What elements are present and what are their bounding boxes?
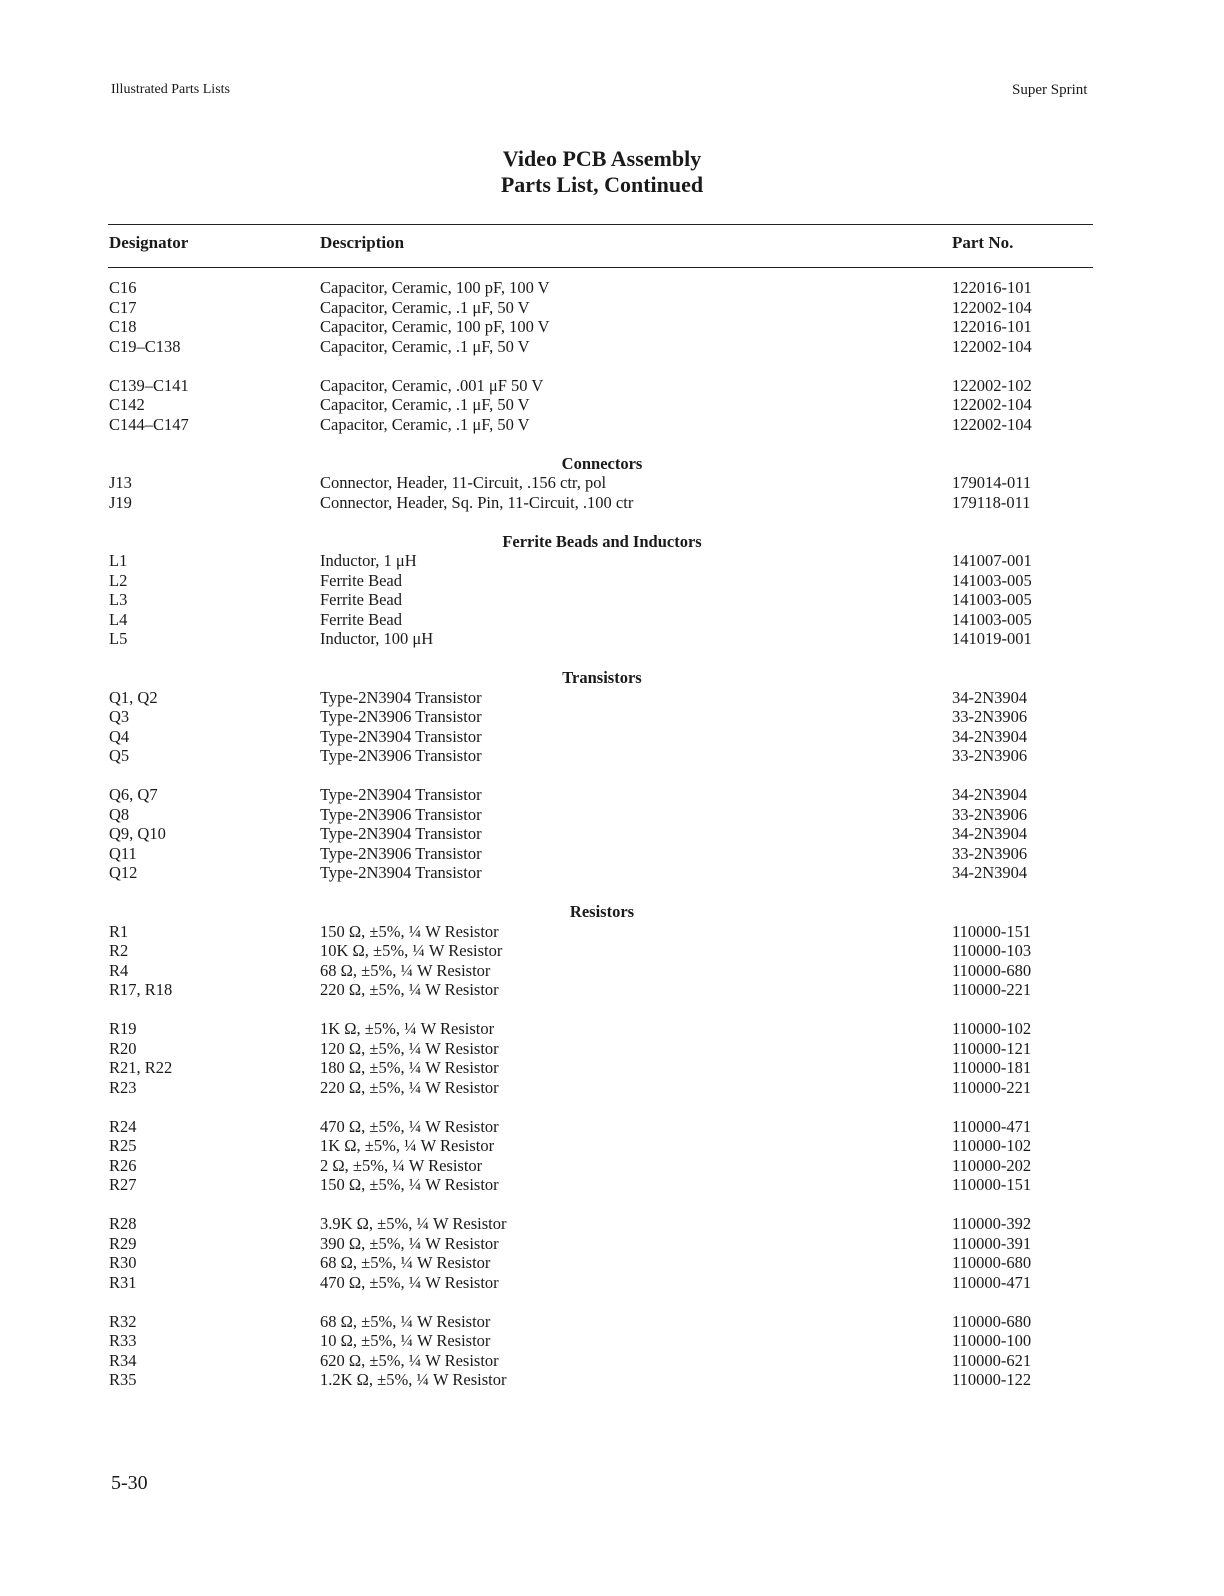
designator-cell: Q12	[109, 863, 138, 882]
designator-cell: R27	[109, 1175, 137, 1194]
designator-cell: R32	[109, 1311, 137, 1331]
table-row	[0, 805, 1224, 825]
designator-cell: R4	[109, 960, 129, 980]
part-number-cell: 110000-621	[952, 1350, 1032, 1370]
part-number-cell: 110000-680	[952, 1253, 1032, 1272]
designator-cell: C144–C147	[109, 414, 189, 434]
table-row	[0, 1175, 1224, 1195]
part-number-cell: 110000-221	[952, 980, 1032, 999]
part-number-cell: 33-2N3906	[952, 707, 1028, 726]
designator-cell: R28	[109, 1214, 137, 1233]
description-cell: Connector, Header, Sq. Pin, 11-Circuit, .100 ctr	[320, 492, 634, 512]
part-number-cell: 34-2N3904	[952, 785, 1028, 804]
table-row	[0, 493, 1224, 513]
part-number-cell: 122002-102	[952, 375, 1032, 395]
row-spacer	[0, 1195, 1224, 1215]
table-row	[0, 1351, 1224, 1371]
title-line-2: Parts List, Continued	[500, 172, 704, 197]
part-number-cell: 33-2N3906	[952, 804, 1028, 824]
table-row	[0, 727, 1224, 747]
description-cell: Ferrite Bead	[320, 570, 403, 590]
part-number-cell: 141003-005	[952, 570, 1032, 590]
table-row	[0, 610, 1224, 630]
part-number-cell: 110000-471	[952, 1116, 1032, 1136]
part-number-cell: 33-2N3906	[952, 843, 1028, 863]
table-row	[0, 922, 1224, 942]
part-number-cell: 110000-221	[952, 1077, 1032, 1097]
designator-cell: C142	[109, 395, 145, 414]
table-row	[0, 590, 1224, 610]
table-row	[0, 1019, 1224, 1039]
part-number-cell: 179014-011	[952, 473, 1032, 492]
part-number-cell: 122002-104	[952, 336, 1032, 356]
table-row	[0, 1156, 1224, 1176]
part-number-cell: 110000-680	[952, 960, 1032, 980]
designator-cell: R1	[109, 921, 129, 941]
designator-cell: L5	[109, 629, 128, 648]
part-number-cell: 34-2N3904	[952, 726, 1028, 746]
description-cell: Capacitor, Ceramic, 100 pF, 100 V	[320, 317, 550, 336]
designator-cell: R23	[109, 1077, 137, 1097]
part-number-cell: 34-2N3904	[952, 824, 1028, 843]
table-row	[0, 785, 1224, 805]
designator-cell: R2	[109, 941, 129, 960]
designator-cell: Q3	[109, 707, 130, 726]
table-row	[0, 278, 1224, 298]
designator-cell: R30	[109, 1253, 137, 1272]
column-header-description: Description	[320, 233, 405, 252]
running-header-right: Super Sprint	[1012, 82, 1088, 98]
designator-cell: R17, R18	[109, 980, 173, 999]
table-row	[0, 746, 1224, 766]
table-row	[0, 1312, 1224, 1332]
table-row	[0, 298, 1224, 318]
designator-cell: C16	[109, 278, 137, 297]
description-cell: Connector, Header, 11-Circuit, .156 ctr, pol	[320, 473, 607, 492]
designator-cell: R20	[109, 1038, 137, 1058]
description-cell: 620 Ω, ±5%, ¼ W Resistor	[320, 1350, 499, 1370]
description-cell: Type-2N3906 Transistor	[320, 804, 482, 824]
description-cell: 3.9K Ω, ±5%, ¼ W Resistor	[320, 1214, 507, 1233]
part-number-cell: 179118-011	[952, 492, 1031, 512]
table-row	[0, 961, 1224, 981]
table-row	[0, 824, 1224, 844]
description-cell: 470 Ω, ±5%, ¼ W Resistor	[320, 1116, 499, 1136]
part-number-cell: 141019-001	[952, 629, 1032, 648]
description-cell: 68 Ω, ±5%, ¼ W Resistor	[320, 960, 491, 980]
description-cell: 470 Ω, ±5%, ¼ W Resistor	[320, 1272, 499, 1292]
row-spacer	[0, 766, 1224, 786]
table-row	[0, 1214, 1224, 1234]
designator-cell: C139–C141	[109, 375, 189, 395]
table-row	[0, 337, 1224, 357]
description-cell: Ferrite Bead	[320, 590, 403, 609]
description-cell: Type-2N3904 Transistor	[320, 824, 482, 843]
designator-cell: Q1, Q2	[109, 687, 158, 707]
part-number-cell: 110000-392	[952, 1214, 1032, 1233]
designator-cell: Q6, Q7	[109, 785, 158, 804]
table-row	[0, 1078, 1224, 1098]
running-header-left: Illustrated Parts Lists	[111, 82, 230, 97]
part-number-cell: 122002-104	[952, 395, 1032, 414]
part-number-cell: 110000-100	[952, 1331, 1032, 1350]
table-row	[0, 473, 1224, 493]
description-cell: 1.2K Ω, ±5%, ¼ W Resistor	[320, 1370, 507, 1389]
part-number-cell: 110000-103	[952, 941, 1032, 960]
description-cell: Capacitor, Ceramic, .1 μF, 50 V	[320, 395, 530, 414]
row-spacer	[0, 1000, 1224, 1020]
designator-cell: Q9, Q10	[109, 824, 166, 843]
description-cell: 150 Ω, ±5%, ¼ W Resistor	[320, 921, 499, 941]
description-cell: 10 Ω, ±5%, ¼ W Resistor	[320, 1331, 491, 1350]
part-number-cell: 141007-001	[952, 551, 1032, 570]
designator-cell: L3	[109, 590, 128, 609]
designator-cell: C17	[109, 297, 137, 317]
part-number-cell: 110000-121	[952, 1038, 1032, 1058]
table-row	[0, 1331, 1224, 1351]
part-number-cell: 122016-101	[952, 317, 1032, 336]
part-number-cell: 141003-005	[952, 609, 1032, 629]
description-cell: Type-2N3906 Transistor	[320, 843, 482, 863]
part-number-cell: 110000-202	[952, 1155, 1032, 1175]
table-row	[0, 1234, 1224, 1254]
description-cell: Type-2N3904 Transistor	[320, 785, 482, 804]
table-row	[0, 1136, 1224, 1156]
row-spacer	[0, 434, 1224, 454]
designator-cell: R35	[109, 1370, 137, 1389]
part-number-cell: 110000-680	[952, 1311, 1032, 1331]
row-spacer	[0, 649, 1224, 669]
page-number: 5-30	[111, 1472, 148, 1494]
section-heading: Connectors	[561, 453, 643, 473]
designator-cell: R31	[109, 1272, 137, 1292]
description-cell: Inductor, 100 μH	[320, 629, 434, 648]
table-row	[0, 317, 1224, 337]
designator-cell: R34	[109, 1350, 137, 1370]
row-spacer	[0, 512, 1224, 532]
column-header-designator: Designator	[109, 233, 189, 252]
description-cell: 120 Ω, ±5%, ¼ W Resistor	[320, 1038, 499, 1058]
description-cell: 220 Ω, ±5%, ¼ W Resistor	[320, 980, 499, 999]
table-row	[0, 551, 1224, 571]
table-row	[0, 571, 1224, 591]
table-row	[0, 1039, 1224, 1059]
designator-cell: R21, R22	[109, 1058, 173, 1077]
description-cell: 68 Ω, ±5%, ¼ W Resistor	[320, 1311, 491, 1331]
description-cell: 1K Ω, ±5%, ¼ W Resistor	[320, 1019, 495, 1038]
table-row	[0, 376, 1224, 396]
designator-cell: R26	[109, 1155, 137, 1175]
table-row	[0, 415, 1224, 435]
row-spacer	[0, 356, 1224, 376]
description-cell: Capacitor, Ceramic, .1 μF, 50 V	[320, 414, 530, 434]
table-row	[0, 1058, 1224, 1078]
table-row	[0, 1370, 1224, 1390]
designator-cell: Q5	[109, 746, 130, 765]
part-number-cell: 110000-102	[952, 1019, 1032, 1038]
designator-cell: R25	[109, 1136, 137, 1155]
table-row	[0, 844, 1224, 864]
part-number-cell: 34-2N3904	[952, 687, 1028, 707]
table-row	[0, 1273, 1224, 1293]
part-number-cell: 141003-005	[952, 590, 1032, 609]
parts-table-body	[0, 278, 1224, 1390]
description-cell: Type-2N3906 Transistor	[320, 707, 482, 726]
table-row	[0, 1253, 1224, 1273]
description-cell: 2 Ω, ±5%, ¼ W Resistor	[320, 1155, 483, 1175]
part-number-cell: 110000-151	[952, 1175, 1032, 1194]
part-number-cell: 110000-391	[952, 1233, 1032, 1253]
description-cell: Inductor, 1 μH	[320, 551, 417, 570]
table-row	[0, 395, 1224, 415]
part-number-cell: 122002-104	[952, 297, 1032, 317]
description-cell: 1K Ω, ±5%, ¼ W Resistor	[320, 1136, 495, 1155]
description-cell: Type-2N3904 Transistor	[320, 726, 482, 746]
description-cell: 180 Ω, ±5%, ¼ W Resistor	[320, 1058, 499, 1077]
row-spacer	[0, 1097, 1224, 1117]
description-cell: Type-2N3904 Transistor	[320, 863, 482, 882]
description-cell: Type-2N3904 Transistor	[320, 687, 482, 707]
table-row	[0, 980, 1224, 1000]
designator-cell: L4	[109, 609, 128, 629]
title-line-1: Video PCB Assembly	[502, 146, 702, 171]
part-number-cell: 110000-471	[952, 1272, 1032, 1292]
designator-cell: R33	[109, 1331, 137, 1350]
part-number-cell: 33-2N3906	[952, 746, 1028, 765]
designator-cell: R29	[109, 1233, 137, 1253]
designator-cell: R24	[109, 1116, 137, 1136]
section-heading: Transistors	[562, 668, 642, 687]
part-number-cell: 110000-122	[952, 1370, 1032, 1389]
designator-cell: L2	[109, 570, 128, 590]
table-row	[0, 629, 1224, 649]
part-number-cell: 122016-101	[952, 278, 1032, 297]
description-cell: Capacitor, Ceramic, 100 pF, 100 V	[320, 278, 550, 297]
designator-cell: J19	[109, 492, 132, 512]
description-cell: Capacitor, Ceramic, .1 μF, 50 V	[320, 297, 530, 317]
table-row	[0, 688, 1224, 708]
row-spacer	[0, 883, 1224, 903]
description-cell: Type-2N3906 Transistor	[320, 746, 482, 765]
table-header-rule	[108, 267, 1093, 268]
page-title	[0, 146, 1204, 198]
designator-cell: J13	[109, 473, 132, 492]
table-row	[0, 1117, 1224, 1137]
column-header-part-no: Part No.	[952, 233, 1014, 252]
part-number-cell: 122002-104	[952, 414, 1032, 434]
part-number-cell: 110000-151	[952, 921, 1032, 941]
table-row	[0, 941, 1224, 961]
row-spacer	[0, 1292, 1224, 1312]
description-cell: Capacitor, Ceramic, .1 μF, 50 V	[320, 336, 530, 356]
table-row	[0, 707, 1224, 727]
table-row	[0, 863, 1224, 883]
description-cell: 150 Ω, ±5%, ¼ W Resistor	[320, 1175, 499, 1194]
description-cell: 390 Ω, ±5%, ¼ W Resistor	[320, 1233, 499, 1253]
description-cell: Capacitor, Ceramic, .001 μF 50 V	[320, 375, 544, 395]
part-number-cell: 110000-102	[952, 1136, 1032, 1155]
designator-cell: C18	[109, 317, 137, 336]
description-cell: 68 Ω, ±5%, ¼ W Resistor	[320, 1253, 491, 1272]
designator-cell: Q8	[109, 804, 130, 824]
table-top-rule	[108, 224, 1093, 225]
designator-cell: Q4	[109, 726, 130, 746]
part-number-cell: 110000-181	[952, 1058, 1032, 1077]
designator-cell: Q11	[109, 843, 137, 863]
section-heading: Resistors	[569, 902, 635, 921]
designator-cell: C19–C138	[109, 336, 181, 356]
description-cell: 220 Ω, ±5%, ¼ W Resistor	[320, 1077, 499, 1097]
designator-cell: R19	[109, 1019, 137, 1038]
designator-cell: L1	[109, 551, 128, 570]
section-heading: Ferrite Beads and Inductors	[502, 531, 702, 551]
description-cell: Ferrite Bead	[320, 609, 403, 629]
part-number-cell: 34-2N3904	[952, 863, 1028, 882]
description-cell: 10K Ω, ±5%, ¼ W Resistor	[320, 941, 503, 960]
